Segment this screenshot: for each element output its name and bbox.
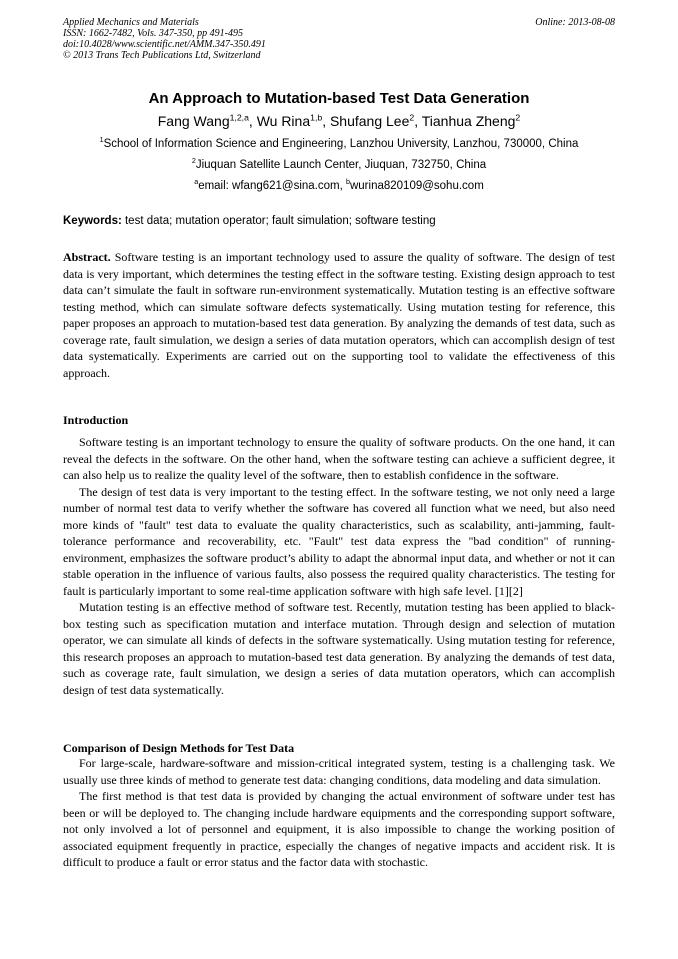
paragraph: For large-scale, hardware-software and mission-critical integrated system, testing is a challenging task. We usually use three kinds of method to generate test data: changing conditions, data modeling and data simulation.	[63, 756, 615, 787]
paragraph: Mutation testing is an effective method of software test. Recently, mutation testing has been applied to black-box testing such as specification mutation and interface mutation. Through design and selection of mutation operator, we can simulate all kinds of defects in the software systematically. Using mutation testing for reference, this research proposes an approach to mutation-based test data generation. By analyzing the demands of test data, such as coverage rate, fault simulation, we design a series of data mutation operators, which can accomplish design of test data systematically.	[63, 600, 615, 697]
section-heading-introduction: Introduction	[63, 413, 129, 427]
paragraph: Software testing is an important technology to ensure the quality of software products. On the one hand, it can reveal the defects in the software. On the other hand, when the software testing can achieve a sufficient degree, it can also help us to realize the quality level of the software, then to establish confidence in the software.	[63, 435, 615, 482]
online-date: Online: 2013-08-08	[535, 17, 615, 28]
author-affiliation-mark: 2	[515, 112, 521, 123]
introduction-body	[63, 434, 615, 698]
paragraph: The first method is that test data is provided by changing the actual environment of software under test has been or will be deployed to. The changing include hardware equipments and the corresponding support software, not only involved a lot of personnel and equipment, it is also impossible to change the working position of associated equipment frequently in practice, especially the changes of negative impacts and accident risk. It is difficult to produce a fault or error status and the factor data with stochastic.	[63, 789, 615, 869]
author-affiliation-mark: 1,2,a	[229, 112, 249, 123]
affiliation-1: $^1$School of Information Science and Engineering, Lanzhou University, Lanzhou, 730000, China	[99, 136, 579, 150]
author-name: Fang Wang	[157, 113, 230, 129]
author-affiliation-mark: 1,b	[310, 112, 323, 123]
author-emails: $^a$email: wfang621@sina.com, $^b$wurina820109@sohu.com	[194, 178, 484, 192]
affiliation-2: $^2$Jiuquan Satellite Launch Center, Jiuquan, 732750, China	[191, 157, 487, 171]
author-name: Tianhua Zheng	[421, 113, 516, 129]
author-list: Fang Wang$^{1,2,a}$, Wu Rina$^{1,b}$, Shufang Lee$^2$, Tianhua Zheng$^2$	[157, 112, 521, 129]
abstract	[63, 249, 615, 381]
copyright: © 2013 Trans Tech Publications Ltd, Switzerland	[63, 50, 261, 61]
keywords-text: test data; mutation operator; fault simulation; software testing	[121, 215, 436, 227]
keywords	[63, 215, 615, 227]
doi: doi:10.4028/www.scientific.net/AMM.347-350.491	[63, 39, 266, 50]
section-heading-comparison: Comparison of Design Methods for Test Data	[63, 741, 295, 755]
author-name: Wu Rina	[256, 113, 311, 129]
journal-header	[63, 17, 615, 61]
author-name: Shufang Lee	[329, 113, 410, 129]
author-affiliation-mark: 2	[409, 112, 415, 123]
paragraph: The design of test data is very important to the testing effect. In the software testing, we not only need a large number of normal test data to verify whether the software has covered all function what we need, but also need more kinds of "fault" test data to evaluate the quality characteristics, such as scalability, anti-jamming, fault- tolerance performance and recoverability, etc. "Fault" test data express the "bad condition" of running-environment, emphasizes the software product’s ability to adapt the abnormal input data, and whether or not it can stable operation in the influence of various faults, also possess the required quality characteristics. The testing for fault is particularly important to some real-time application software with high safe level. [1][2]	[63, 484, 615, 598]
keywords-label: Keywords:	[63, 215, 122, 227]
journal-name: Applied Mechanics and Materials	[63, 17, 199, 28]
comparison-body	[63, 755, 615, 871]
issn: ISSN: 1662-7482, Vols. 347-350, pp 491-495	[63, 28, 243, 39]
abstract-text: Software testing is an important technology used to assure the quality of software. The design of test data is very important, which determines the testing effect in the software testing. Existing design approach to test data can’t simulate the fault in software run-environment systematically. Mutation testing is an effective software testing method, which can simulate software defects systematically. Using mutation testing for reference, this paper proposes an approach to mutation-based test data generation. By analyzing the demands of test data, such as coverage rate, fault simulation, we design a series of data mutation operators, which can accomplish design of test data systematically. Experiments are carried out on the supporting tool to validate the effectiveness of this approach.	[63, 250, 615, 380]
abstract-label: Abstract.	[63, 250, 111, 264]
paper-title: An Approach to Mutation-based Test Data Generation	[148, 90, 530, 107]
